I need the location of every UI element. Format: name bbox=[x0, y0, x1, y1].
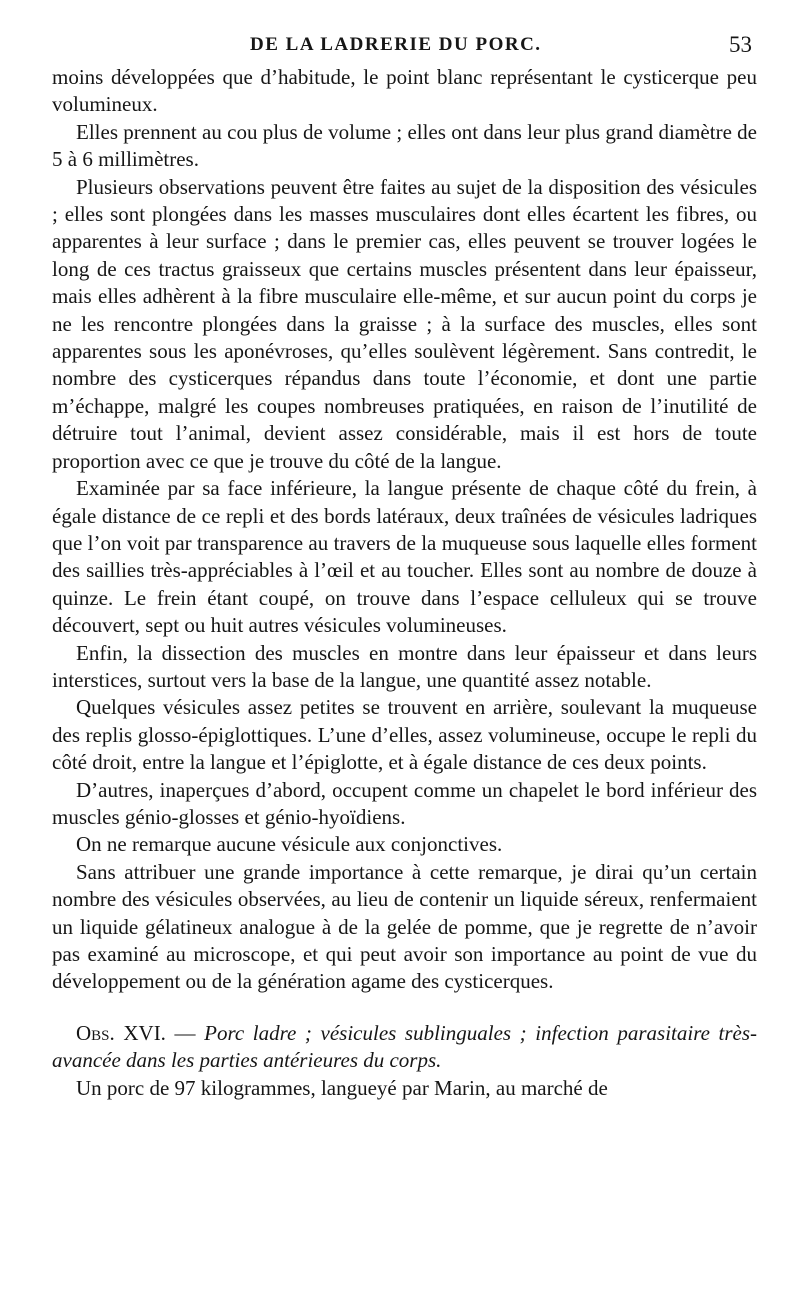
page-header bbox=[0, 34, 800, 62]
paragraph: D’autres, inaperçues d’abord, occupent comme un chapelet le bord inférieur des muscles génio-glosses et génio-hyoïdiens. bbox=[52, 777, 757, 829]
paragraph: On ne remarque aucune vésicule aux conjonctives. bbox=[76, 832, 503, 857]
observation-heading bbox=[52, 1020, 757, 1075]
observation-label: Obs. XVI. bbox=[76, 1020, 166, 1045]
body-text bbox=[52, 64, 757, 1102]
paragraph: Plusieurs observations peuvent être faites au sujet de la disposition des vésicules ; elles sont plongées dans les masses musculaires dont elles écartent les fibres, ou apparentes à leur surface ; dans le premier cas, elles peuvent se trouver logées le long de ces tractus graisseux que certains muscles présentent dans leur épaisseur, mais elles adhèrent à la fibre musculaire elle-même, et sur aucun point du corps je ne les rencontre plongées dans la graisse ; à la surface des muscles, elles sont apparentes sous les aponévroses, qu’elles soulèvent légèrement. Sans contredit, le nombre des cysticerques répandus dans toute l’économie, et dont une partie m’échappe, malgré les coupes nombreuses pratiquées, en raison de l’inutilité de détruire tout l’animal, devient assez considérable, mais il est hors de toute proportion avec ce que je trouve du côté de la langue. bbox=[52, 174, 757, 473]
page-number: 53 bbox=[729, 32, 752, 57]
paragraph: moins développées que d’habitude, le point blanc représentant le cysticerque peu volumineux. bbox=[52, 65, 757, 117]
paragraph: Sans attribuer une grande importance à cette remarque, je dirai qu’un certain nombre des vésicules observées, au lieu de contenir un liquide séreux, renfermaient un liquide gélatineux analogue à de la gelée de pomme, que je regrette de n’avoir pas examiné au microscope, et qui peut avoir son importance au point de vue du développement ou de la génération agame des cysticerques. bbox=[52, 859, 757, 994]
paragraph: Enfin, la dissection des muscles en montre dans leur épaisseur et dans leurs interstices, surtout vers la base de la langue, une quantité assez notable. bbox=[52, 640, 757, 692]
paragraph: Quelques vésicules assez petites se trouvent en arrière, soulevant la muqueuse des replis glosso-épiglottiques. L’une d’elles, assez volumineuse, occupe le repli du côté droit, entre la langue et l’épiglotte, et à égale distance de ces deux points. bbox=[52, 695, 757, 775]
paragraph: Un porc de 97 kilogrammes, langueyé par Marin, au marché de bbox=[76, 1075, 608, 1100]
observation-dash: — bbox=[165, 1020, 205, 1045]
paragraph: Elles prennent au cou plus de volume ; elles ont dans leur plus grand diamètre de 5 à 6 millimètres. bbox=[52, 119, 757, 172]
paragraph: Examinée par sa face inférieure, la langue présente de chaque côté du frein, à égale distance de ce repli et des bords latéraux, deux traînées de vésicules ladriques que l’on voit par transparence au travers de la muqueuse sous laquelle elles forment des saillies très-appréciables à l’œil et au toucher. Elles sont au nombre de douze à quinze. Le frein étant coupé, on trouve dans l’espace celluleux qui se trouve découvert, sept ou huit autres vésicules volumineuses. bbox=[52, 476, 757, 638]
observation-title: Porc ladre ; vésicules sublinguales ; infection parasitaire très-avancée dans les parties antérieures du corps. bbox=[52, 1020, 758, 1073]
running-title: DE LA LADRERIE DU PORC. bbox=[250, 34, 542, 55]
